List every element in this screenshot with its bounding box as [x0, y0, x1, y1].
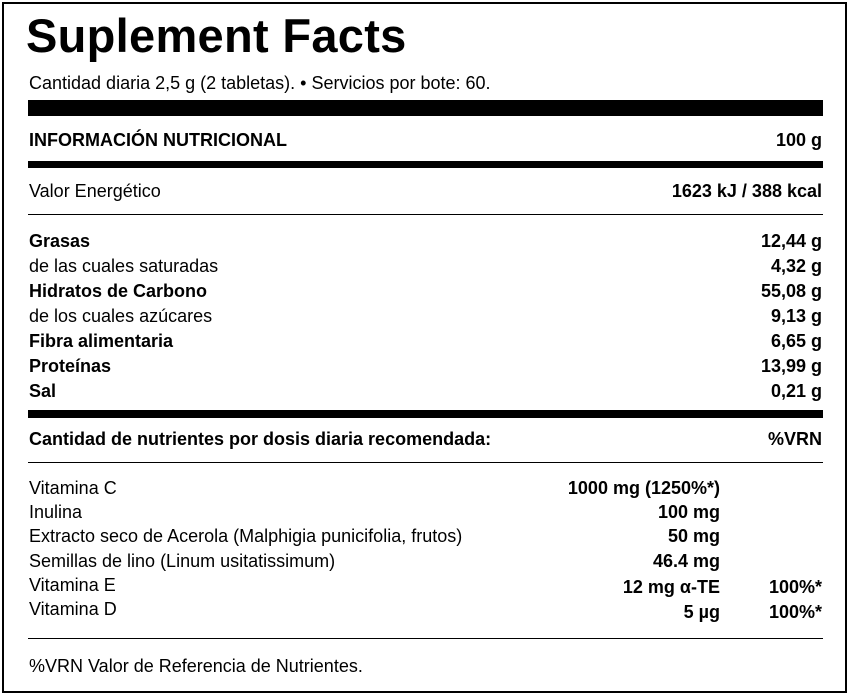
energy-row [29, 181, 822, 201]
nutrient-row [29, 331, 822, 351]
nutrient-label: Hidratos de Carbono [29, 281, 208, 301]
thick-divider [28, 100, 823, 116]
nutrient-value: 13,99 g [760, 356, 822, 376]
daily-header-value: %VRN [767, 429, 822, 449]
medium-divider [28, 161, 823, 168]
nutrient-row [29, 356, 822, 376]
nutrient-row [29, 231, 822, 251]
daily-item-label: Extracto seco de Acerola (Malphigia punicifolia, frutos) [29, 526, 463, 546]
nutrient-value: 9,13 g [770, 306, 822, 326]
daily-item-label: Vitamina C [29, 478, 117, 498]
nutrient-value: 12,44 g [760, 231, 822, 251]
daily-item-amount: 46.4 mg [652, 551, 720, 571]
nutrient-row [29, 306, 822, 326]
energy-label: Valor Energético [29, 181, 161, 201]
footnote: %VRN Valor de Referencia de Nutrientes. [29, 656, 363, 676]
nutrient-value: 0,21 g [770, 381, 822, 401]
energy-value: 1623 kJ / 388 kcal [671, 181, 822, 201]
supplement-facts-label [2, 2, 847, 693]
daily-item-amount: 12 mg α-TE [622, 577, 720, 597]
nutrient-value: 4,32 g [770, 256, 822, 276]
daily-item-amount: 100 mg [657, 502, 720, 522]
nutrition-header-value: 100 g [775, 130, 822, 150]
nutrient-value: 55,08 g [760, 281, 822, 301]
nutrient-label: de los cuales azúcares [29, 306, 213, 326]
nutrient-label: Proteínas [29, 356, 112, 376]
daily-item-amount: 1000 mg (1250%*) [567, 478, 720, 498]
nutrient-row [29, 381, 822, 401]
thin-divider [28, 214, 823, 215]
daily-item-label: Vitamina E [29, 575, 116, 595]
medium-divider [28, 410, 823, 418]
daily-item-vrn: 100%* [768, 602, 822, 622]
daily-item-label: Semillas de lino (Linum usitatissimum) [29, 551, 336, 571]
daily-header-label: Cantidad de nutrientes por dosis diaria recomendada: [29, 429, 492, 449]
nutrient-label: Fibra alimentaria [29, 331, 174, 351]
nutrient-value: 6,65 g [770, 331, 822, 351]
thin-divider [28, 462, 823, 463]
serving-info: Cantidad diaria 2,5 g (2 tabletas). • Servicios por bote: 60. [29, 73, 491, 93]
daily-item-amount: 5 µg [683, 602, 720, 622]
daily-header-row [29, 429, 822, 449]
thin-divider [28, 638, 823, 639]
daily-item-label: Inulina [29, 502, 83, 522]
nutrient-label: de las cuales saturadas [29, 256, 219, 276]
nutrition-header-row [29, 130, 822, 150]
daily-item-vrn: 100%* [768, 577, 822, 597]
nutrition-header-label: INFORMACIÓN NUTRICIONAL [29, 130, 287, 150]
daily-item-label: Vitamina D [29, 599, 117, 619]
nutrient-row [29, 256, 822, 276]
daily-item-amount: 50 mg [667, 526, 720, 546]
label-title: Suplement Facts [26, 9, 407, 62]
nutrient-label: Sal [29, 381, 57, 401]
nutrient-row [29, 281, 822, 301]
nutrient-label: Grasas [29, 231, 91, 251]
